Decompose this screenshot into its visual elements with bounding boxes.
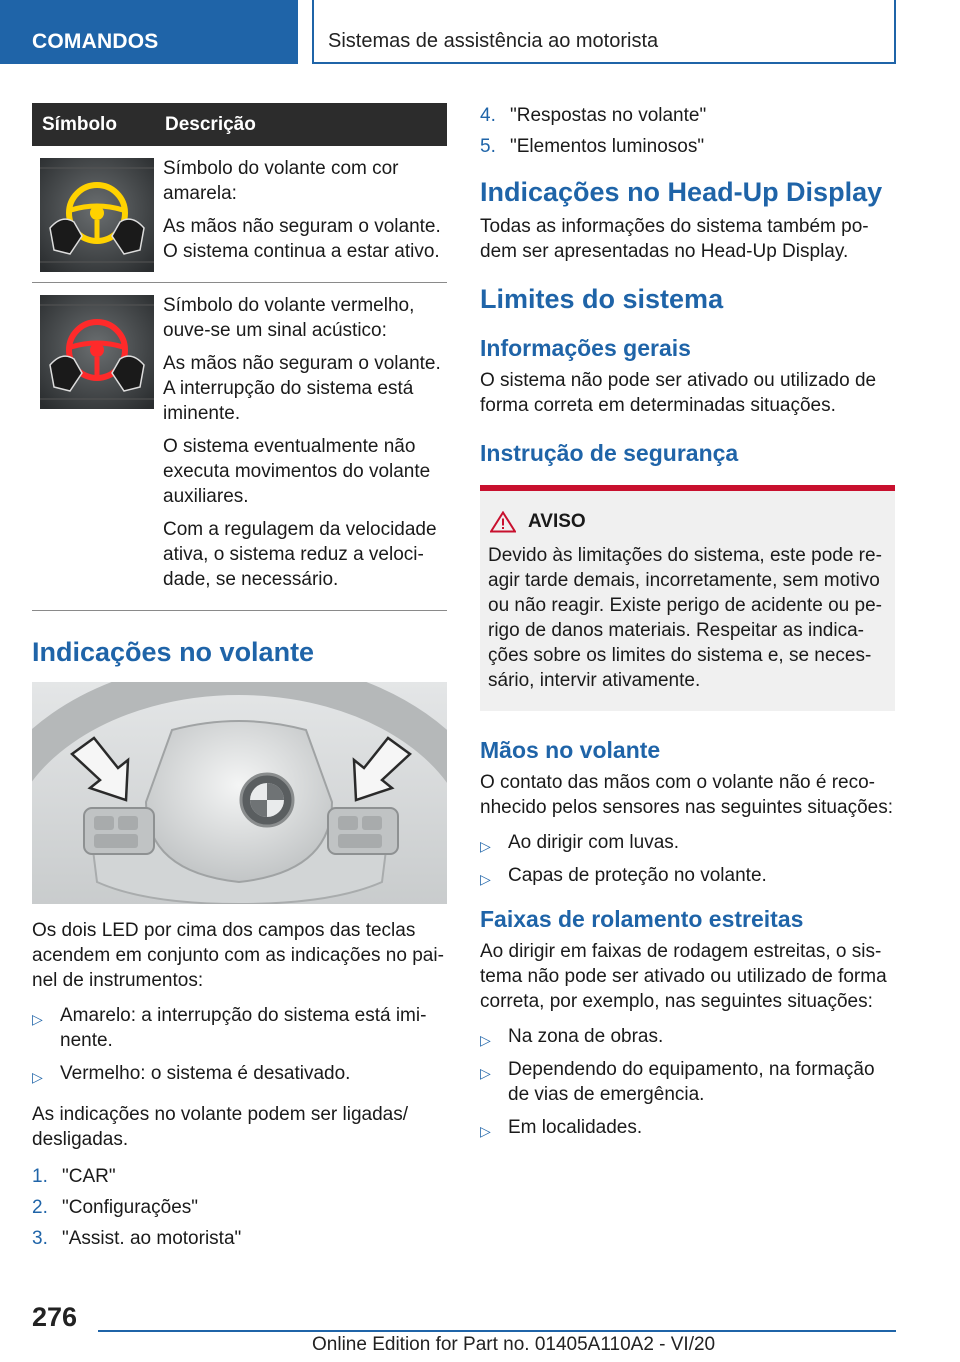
list-item: ▷ Capas de proteção no volante. — [480, 863, 895, 888]
warning-text: Devido às limitações do sistema, este pode reagir tarde demais, incorretamente, sem motivo ou não reagir. Existe perigo de acidente ou perigo de danos materiais. Respeitar as indicações sobre os limites do sistema e, se necessário, intervir ativamente. — [488, 545, 882, 691]
triangle-bullet-icon: ▷ — [480, 871, 491, 887]
section-heading: Indicações no volante — [32, 637, 315, 667]
general-text: O sistema não pode ser ativado ou utilizado de forma correta em determinadas situações. — [480, 370, 877, 416]
safety-heading: Instrução de segurança — [480, 440, 739, 466]
list-item: 5. "Elementos luminosos" — [480, 136, 705, 157]
limits-heading: Limites do sistema — [480, 284, 724, 314]
right-column — [480, 103, 895, 1148]
list-item: ▷ Na zona de obras. — [480, 1024, 895, 1049]
table-header-row — [32, 103, 447, 146]
hud-text: Todas as informações do sistema também podem ser apresentadas no Head-Up Display. — [480, 216, 869, 262]
hands-list — [480, 830, 895, 888]
steering-wheel-hands-off-yellow-icon — [40, 158, 154, 272]
page-number: 276 — [32, 1302, 78, 1332]
list-item: ▷ Dependendo do equipamento, na formação de vias de emergência. — [480, 1059, 875, 1105]
hands-text: O contato das mãos com o volante não é reconhecido pelos sensores nas seguintes situações: — [480, 772, 893, 818]
symbol-description: O sistema eventualmente não executa movimentos do volante auxiliares. — [163, 436, 431, 507]
steering-wheel-hands-off-red-icon — [40, 295, 154, 409]
symbol-description: Com a regulagem da velocidade ativa, o sistema reduz a velocidade, se necessário. — [163, 519, 437, 590]
triangle-bullet-icon: ▷ — [480, 1065, 491, 1081]
general-heading: Informações gerais — [480, 335, 691, 361]
lanes-text: Ao dirigir em faixas de rodagem estreitas, o sistema não pode ser ativado ou utilizado de forma correta, por exemplo, nas seguintes situações: — [480, 941, 887, 1012]
triangle-bullet-icon: ▷ — [480, 838, 491, 854]
warning-title: AVISO — [528, 511, 586, 532]
col-symbol-header: Símbolo — [32, 103, 155, 146]
warning-box — [480, 485, 895, 711]
triangle-bullet-icon: ▷ — [480, 1032, 491, 1048]
list-item: 3. "Assist. ao motorista" — [32, 1228, 242, 1249]
triangle-bullet-icon: ▷ — [480, 1123, 491, 1139]
list-item: 1. "CAR" — [32, 1166, 116, 1187]
steering-wheel-illustration — [32, 682, 447, 904]
col-description-header: Descrição — [155, 103, 447, 146]
led-list — [32, 1003, 447, 1086]
chapter-title: Sistemas de assistência ao motorista — [312, 0, 896, 64]
list-item: ▷ Ao dirigir com luvas. — [480, 830, 895, 855]
warning-triangle-icon — [490, 511, 516, 533]
hands-heading: Mãos no volante — [480, 737, 661, 763]
hud-heading: Indicações no Head-Up Display — [480, 177, 883, 207]
list-item: ▷ Em localidades. — [480, 1115, 895, 1140]
symbol-description: Símbolo do volante com cor amarela: — [163, 158, 399, 204]
symbol-description: As mãos não seguram o volante. O sistema continua a estar ativo. — [163, 216, 441, 262]
table-row — [32, 146, 447, 283]
toggle-note: As indicações no volante podem ser ligadas/ desligadas. — [32, 1104, 409, 1150]
edition-note: Online Edition for Part no. 01405A110A2 - VI/20 — [312, 1334, 716, 1355]
steps-list-continued — [480, 103, 895, 159]
lanes-heading: Faixas de rolamento estreitas — [480, 906, 804, 932]
symbol-description: Símbolo do volante vermelho, ouve-se um sinal acústico: — [163, 295, 415, 341]
symbol-table — [32, 103, 447, 611]
footer-divider — [98, 1330, 896, 1332]
symbol-description: As mãos não seguram o volante. A interrupção do sistema está iminente. — [163, 353, 441, 424]
section-tab: COMANDOS — [0, 0, 298, 64]
list-item: 2. "Configurações" — [32, 1197, 199, 1218]
triangle-bullet-icon: ▷ — [32, 1011, 43, 1027]
list-item: ▷ Amarelo: a interrupção do sistema está iminente. — [32, 1005, 427, 1051]
lanes-list — [480, 1024, 895, 1140]
left-column — [32, 103, 447, 1257]
led-intro: Os dois LED por cima dos campos das teclas acendem em conjunto com as indicações no painel de instrumentos: — [32, 920, 444, 991]
steps-list — [32, 1164, 447, 1251]
list-item: 4. "Respostas no volante" — [480, 105, 707, 126]
table-row — [32, 283, 447, 611]
triangle-bullet-icon: ▷ — [32, 1069, 43, 1085]
list-item: ▷ Vermelho: o sistema é desativado. — [32, 1061, 447, 1086]
